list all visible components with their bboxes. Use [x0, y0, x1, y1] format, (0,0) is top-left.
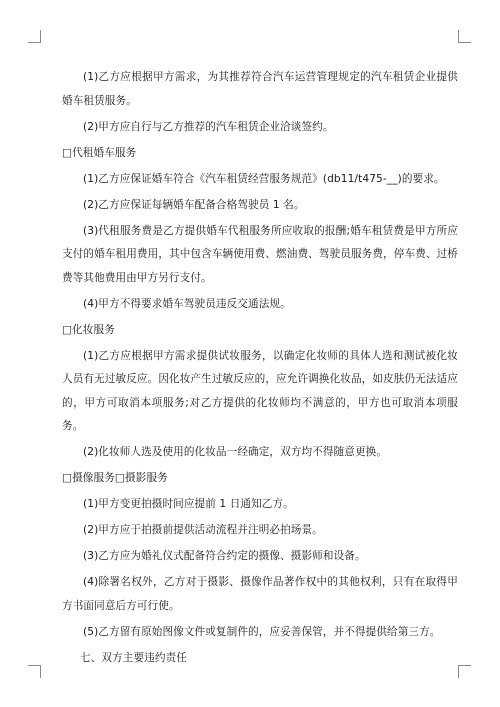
crop-mark-bottom-right [458, 665, 471, 678]
paragraph-service-fees: (3)代租服务费是乙方提供婚车代租服务所应收取的报酬;婚车租赁费是甲方所应支付的婚车租用费用，其中包含车辆使用费、燃油费、驾驶员服务费，停车费、过桥费等其他费用由甲方另行支付。 [62, 224, 458, 284]
paragraph-copyright: (4)除署名权外，乙方对于摄影、摄像作品著作权中的其他权利，只有在取得甲方书面同意后方可行使。 [62, 576, 458, 612]
paragraph-makeup-trial: (1)乙方应根据甲方需求提供试妆服务，以确定化妆师的具体人选和测试被化妆人员有无过敏反应。因化妆产生过敏反应的，应允许调换化妆品，如皮肤仍无法适应的，甲方可取消本项服务;对乙方提供的化妆师均不满意的，甲方也可取消本项服务。 [62, 349, 458, 433]
paragraph-equipment: (3)乙方应为婚礼仪式配备符合约定的摄像、摄影师和设备。 [83, 550, 366, 563]
crop-mark-top-left [28, 30, 41, 43]
paragraph-self-negotiation: (2)甲方应自行与乙方推荐的汽车租赁企业洽谈签约。 [83, 120, 334, 133]
paragraph-driver-requirement: (2)乙方应保证每辆婚车配备合格驾驶员 1 名。 [83, 198, 305, 211]
paragraph-traffic-rules: (4)甲方不得要求婚车驾驶员违反交通法规。 [83, 297, 291, 310]
heading-wedding-car-service: □代租婚车服务 [62, 146, 137, 159]
paragraph-car-rental-recommendation: (1)乙方应根据甲方需求，为其推荐符合汽车运营管理规定的汽车租赁企业提供婚车租赁服务。 [62, 71, 458, 107]
paragraph-event-flow: (2)甲方应于拍摄前提供活动流程并注明必拍场景。 [83, 524, 323, 537]
heading-makeup-service: □化妆服务 [62, 323, 115, 336]
paragraph-car-standard: (1)乙方应保证婚车符合《汽车租赁经营服务规范》(db11/t475-__)的要求。 [83, 172, 445, 185]
paragraph-makeup-fixed: (2)化妆师人选及使用的化妆品一经确定，双方均不得随意更换。 [83, 446, 388, 459]
paragraph-original-files: (5)乙方留有原始图像文件或复制件的，应妥善保管，并不得提供给第三方。 [83, 625, 441, 638]
paragraph-schedule-change: (1)甲方变更拍摄时间应提前 1 日通知乙方。 [83, 498, 294, 511]
crop-mark-top-right [458, 30, 471, 43]
section-title-breach-liability: 七、双方主要违约责任 [80, 651, 187, 664]
heading-video-photo-service: □摄像服务□摄影服务 [62, 472, 168, 485]
document-body [62, 66, 458, 673]
crop-mark-bottom-left [28, 665, 41, 678]
